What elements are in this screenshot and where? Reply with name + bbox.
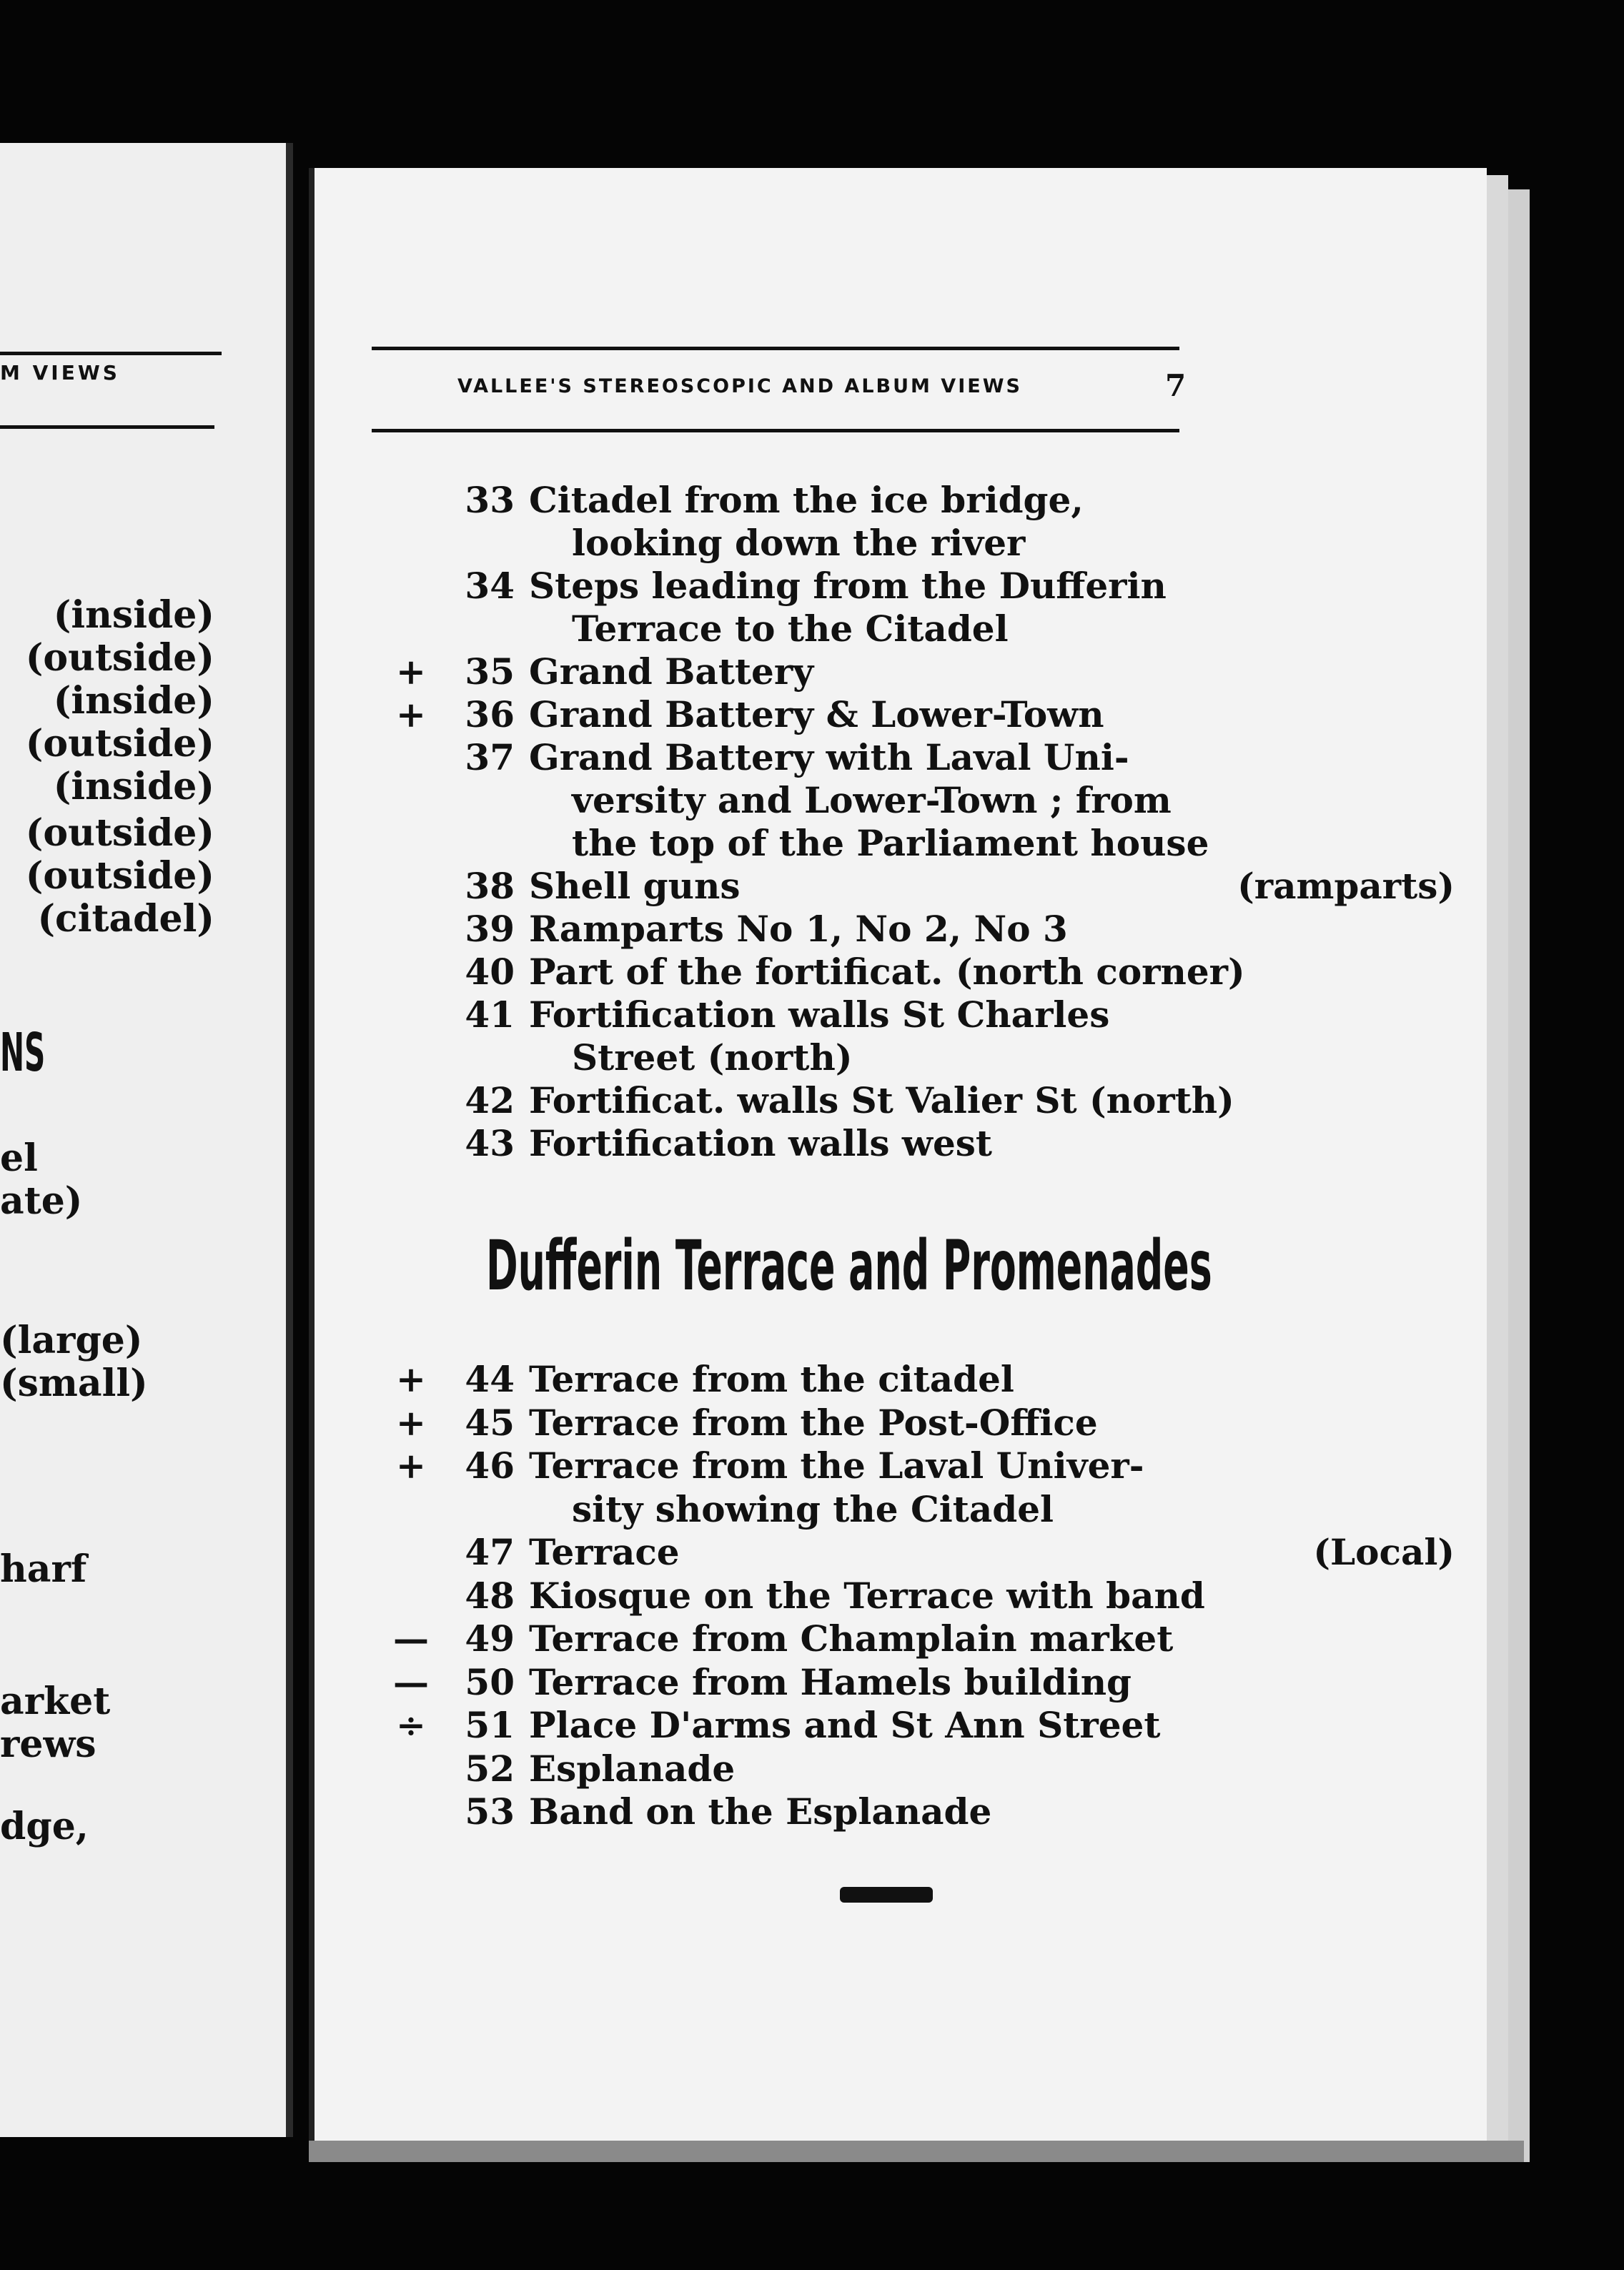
entry-mark: — [393, 1617, 429, 1660]
entry-line [315, 1358, 1487, 1402]
entry-continuation: sity showing the Citadel [572, 1487, 1054, 1530]
entry-number: 42 [465, 1079, 515, 1121]
left-line: (outside) [25, 854, 214, 898]
entry-mark: + [396, 1444, 426, 1487]
page-bottom-edge [309, 2141, 1524, 2162]
entry-line [315, 822, 1487, 866]
left-top-rule [0, 352, 222, 355]
entry-continuation: looking down the river [572, 522, 1026, 564]
entry-line [315, 479, 1487, 523]
entry-line [315, 1122, 1487, 1166]
entry-title: Grand Battery [529, 650, 814, 693]
entry-continuation: Street (north) [572, 1036, 853, 1079]
entry-number: 47 [465, 1531, 515, 1573]
entry-number: 49 [465, 1617, 515, 1660]
running-head: VALLEE'S STEREOSCOPIC AND ALBUM VIEWS [457, 375, 1022, 397]
left-fragment: ate) [0, 1179, 83, 1223]
section-title: Dufferin Terrace and Promenades [486, 1226, 1212, 1306]
entry-line [315, 522, 1487, 566]
entry-line [315, 865, 1487, 909]
entry-number: 37 [465, 736, 515, 778]
entry-number: 33 [465, 479, 515, 521]
entry-title: Terrace from the Post-Office [529, 1401, 1098, 1444]
entry-number: 50 [465, 1660, 515, 1703]
entry-number: 52 [465, 1747, 515, 1790]
catalogue-page [309, 168, 1487, 2141]
entry-mark: + [396, 650, 426, 693]
entry-line [315, 1079, 1487, 1124]
left-line: (outside) [25, 811, 214, 855]
left-fragment: rews [0, 1723, 96, 1766]
left-fragment: dge, [0, 1805, 89, 1848]
entry-number: 40 [465, 951, 515, 993]
entry-line [315, 1790, 1487, 1835]
left-line: (citadel) [37, 897, 214, 941]
entry-number: 51 [465, 1704, 515, 1746]
entry-line [315, 908, 1487, 952]
entry-line [315, 993, 1487, 1038]
entry-line [315, 1402, 1487, 1446]
entry-continuation: Terrace to the Citadel [572, 608, 1009, 650]
entry-note: (Local) [1313, 1531, 1455, 1573]
entry-mark: + [396, 1358, 426, 1400]
entry-title: Fortificat. walls St Valier St (north) [529, 1079, 1234, 1121]
entry-title: Shell guns [529, 865, 741, 907]
entry-line [315, 608, 1487, 652]
entry-number: 38 [465, 865, 515, 907]
entry-number: 46 [465, 1444, 515, 1487]
entry-mark: + [396, 1401, 426, 1444]
entry-line [315, 565, 1487, 609]
entry-number: 45 [465, 1401, 515, 1444]
left-line: (outside) [25, 722, 214, 765]
entry-line [315, 1661, 1487, 1705]
entry-line [315, 693, 1487, 738]
entry-continuation: versity and Lower-Town ; from [572, 779, 1172, 821]
entry-number: 36 [465, 693, 515, 735]
end-ornament [840, 1887, 933, 1903]
entry-line [315, 951, 1487, 995]
entry-title: Grand Battery with Laval Uni- [529, 736, 1129, 778]
left-line: (outside) [25, 636, 214, 680]
entry-number: 35 [465, 650, 515, 693]
entry-number: 41 [465, 993, 515, 1036]
entry-title: Terrace [529, 1531, 680, 1573]
entry-number: 39 [465, 908, 515, 950]
left-running-head: M VIEWS [0, 361, 120, 385]
entry-number: 43 [465, 1122, 515, 1164]
left-fragment: harf [0, 1547, 87, 1591]
entry-title: Ramparts No 1, No 2, No 3 [529, 908, 1068, 950]
entry-title: Band on the Esplanade [529, 1790, 992, 1833]
entry-title: Place D'arms and St Ann Street [529, 1704, 1161, 1746]
entry-title: Kiosque on the Terrace with band [529, 1574, 1205, 1617]
entry-line [315, 1575, 1487, 1619]
left-line: (inside) [53, 679, 214, 723]
entry-line [315, 1617, 1487, 1662]
entry-number: 53 [465, 1790, 515, 1833]
header-top-rule [372, 347, 1179, 350]
left-line: (inside) [53, 765, 214, 808]
entry-note: (ramparts) [1237, 865, 1455, 907]
entry-number: 48 [465, 1574, 515, 1617]
left-bottom-rule [0, 425, 214, 429]
entry-title: Terrace from the citadel [529, 1358, 1014, 1400]
entry-title: Fortification walls St Charles [529, 993, 1110, 1036]
entry-title: Citadel from the ice bridge, [529, 479, 1084, 521]
left-fragment: el [0, 1136, 38, 1180]
entry-line [315, 1704, 1487, 1748]
left-line: (inside) [53, 593, 214, 637]
left-fragment: (small) [0, 1362, 148, 1405]
entry-line [315, 779, 1487, 823]
entry-line [315, 1531, 1487, 1575]
entry-title: Terrace from the Laval Univer- [529, 1444, 1144, 1487]
entry-line [315, 736, 1487, 780]
page-number: 7 [1165, 368, 1187, 403]
entry-title: Grand Battery & Lower-Town [529, 693, 1104, 735]
entry-title: Part of the fortificat. (north corner) [529, 951, 1245, 993]
left-section-heading: NS [0, 1022, 46, 1084]
entry-title: Esplanade [529, 1747, 736, 1790]
entry-line [315, 1748, 1487, 1792]
left-fragment: (large) [0, 1319, 143, 1362]
entry-title: Terrace from Hamels building [529, 1660, 1132, 1703]
left-facing-page [0, 143, 293, 2137]
entry-continuation: the top of the Parliament house [572, 822, 1209, 864]
entry-title: Terrace from Champlain market [529, 1617, 1174, 1660]
entry-line [315, 1036, 1487, 1081]
entry-mark: ÷ [396, 1704, 426, 1746]
header-bottom-rule [372, 429, 1179, 432]
entry-title: Fortification walls west [529, 1122, 993, 1164]
entry-mark: + [396, 693, 426, 735]
entry-mark: — [393, 1660, 429, 1703]
entry-number: 34 [465, 565, 515, 607]
entry-line [315, 1444, 1487, 1489]
entry-title: Steps leading from the Dufferin [529, 565, 1167, 607]
entry-line [315, 650, 1487, 695]
left-fragment: arket [0, 1680, 111, 1723]
entry-line [315, 1488, 1487, 1532]
entry-number: 44 [465, 1358, 515, 1400]
